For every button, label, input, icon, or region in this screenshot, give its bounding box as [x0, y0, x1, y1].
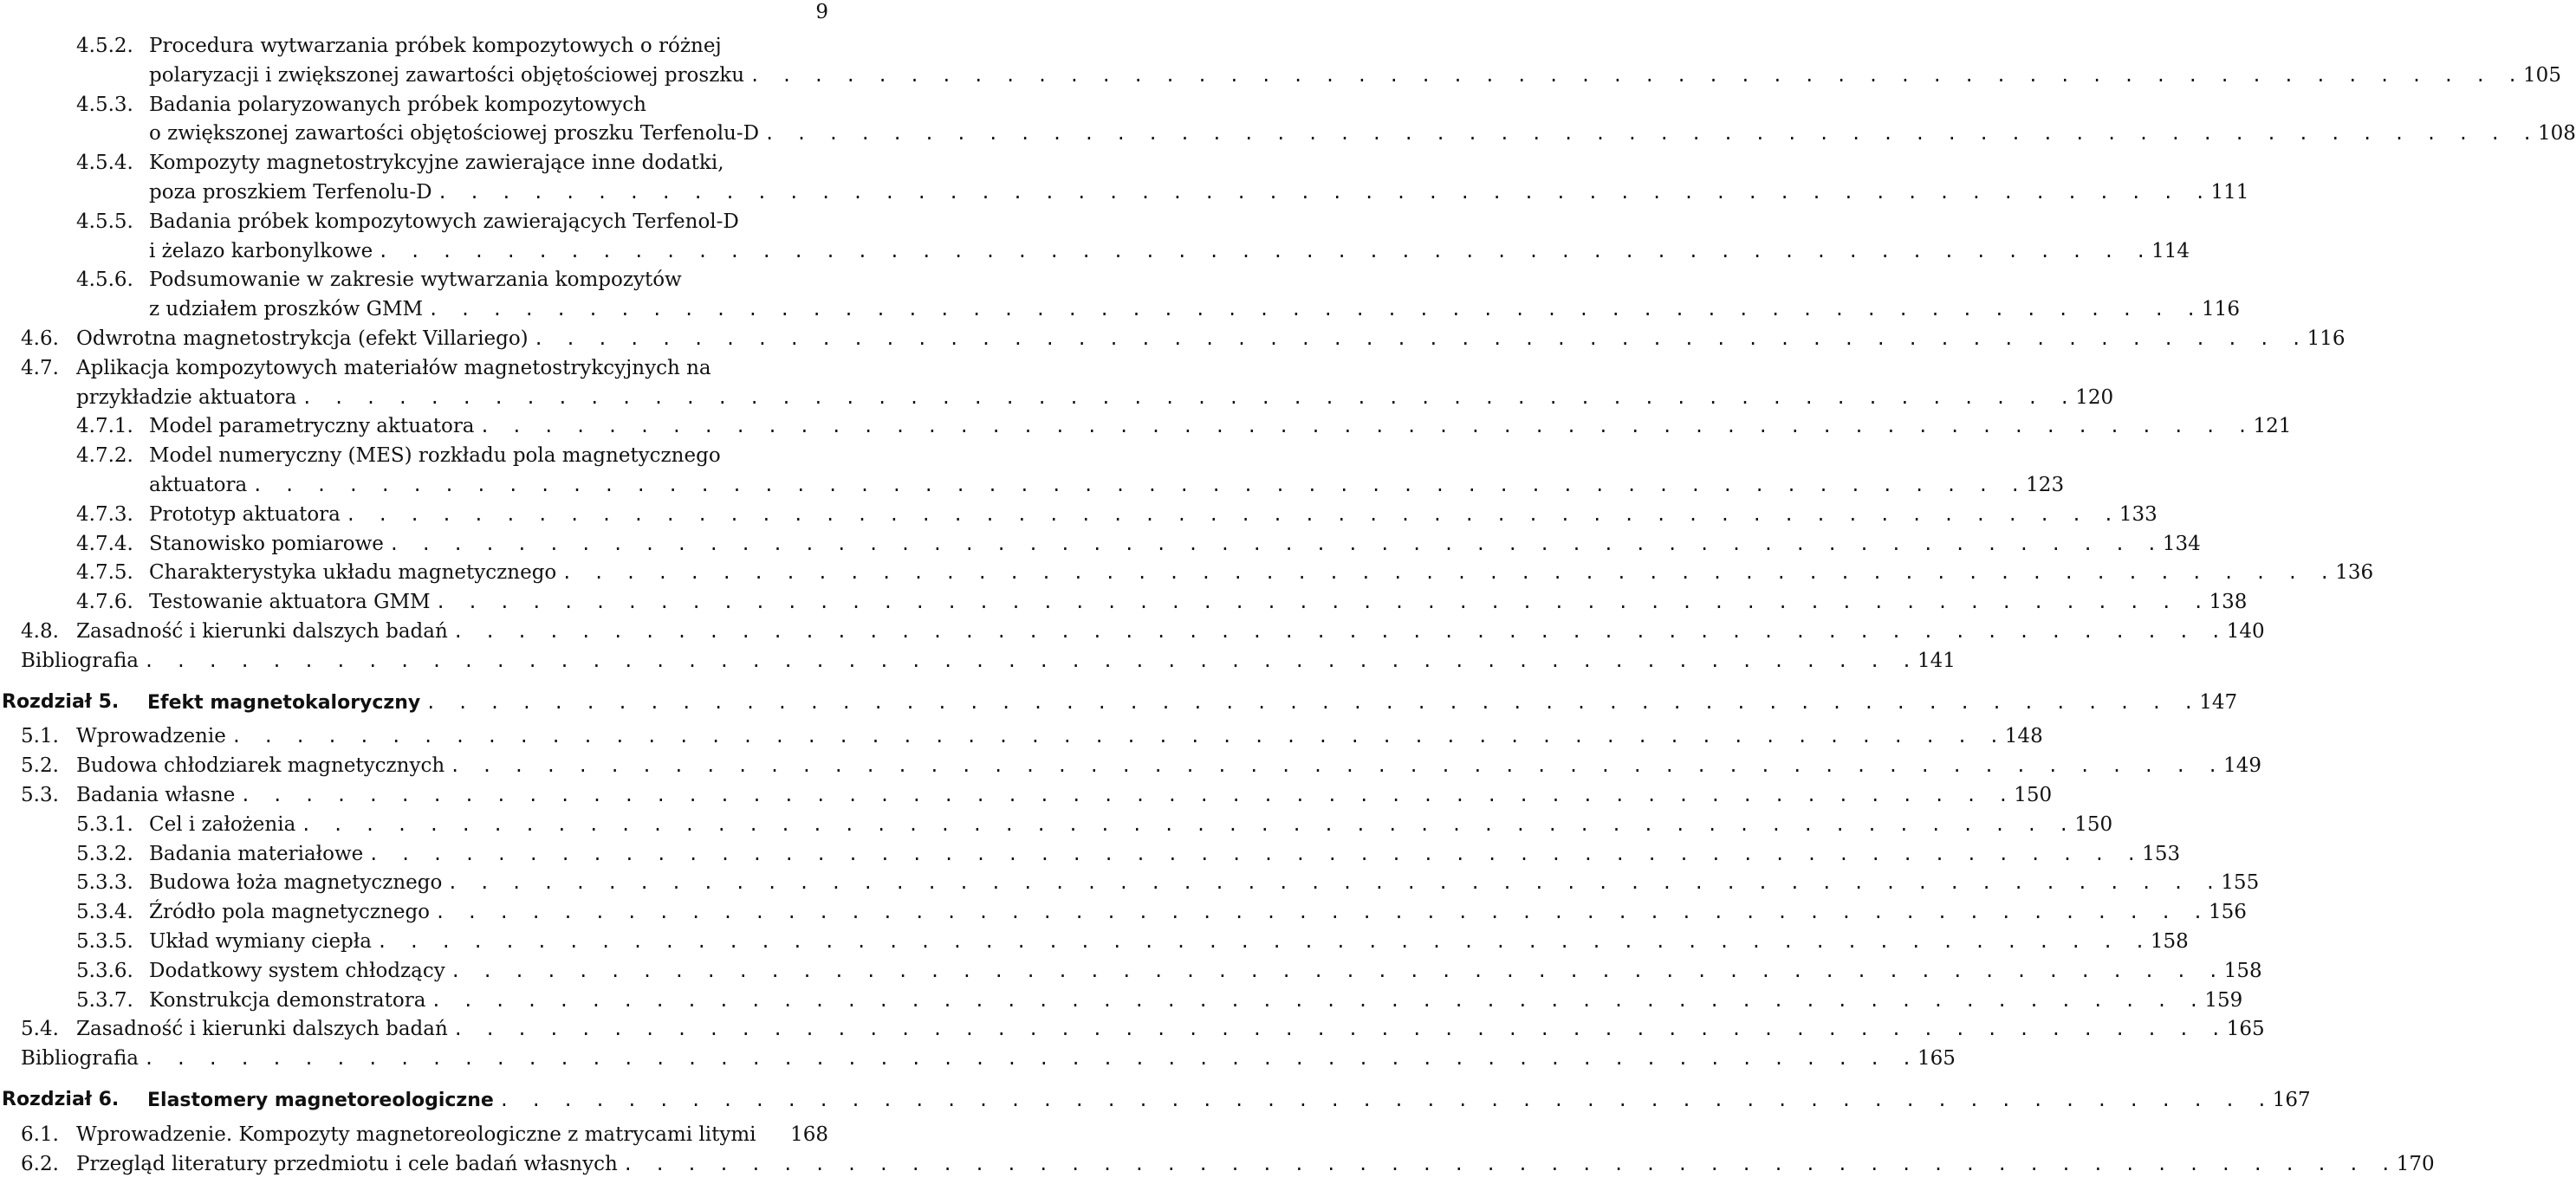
toc-entry-title: Cel i założenia [149, 812, 296, 836]
toc-entry-line [149, 122, 2576, 146]
toc-entry-number: 4.7.1. [76, 415, 133, 438]
toc-page-number: 165 [2226, 1018, 2265, 1041]
toc-page-number: 150 [2014, 784, 2053, 806]
dot-leader: . . . . . . . . . . . . . . . . . . . . . . . . . . . . . . . . . . . . . . . . . . . . . . . . . . . . . . . . [452, 621, 2227, 642]
toc-entry-line [149, 532, 2201, 555]
toc-entry-line [76, 1018, 2265, 1041]
toc-entry-title: Charakterystyka układu magnetycznego [149, 561, 557, 585]
toc-entry-title: Konstrukcja demonstratora [149, 988, 426, 1012]
toc-page-number: 140 [2226, 620, 2265, 643]
toc-entry-title: polaryzacji i zwiększonej zawartości objętościowej proszku [149, 63, 745, 87]
toc-entry-title: Efekt magnetokaloryczny [147, 691, 421, 714]
dot-leader: . . . . . . . . . . . . . . . . . . . . . . . . . . . . . . . . . . . . . . . . . . . . . . . . . . . . . . . . [230, 726, 2005, 747]
toc-page-number: 114 [2151, 239, 2190, 262]
toc-entry-line [147, 690, 2238, 714]
toc-entry-title: Procedura wytwarzania próbek kompozytowych o różnej [149, 35, 722, 57]
toc-entry-title: Stanowisko pomiarowe [149, 532, 384, 555]
toc-entry-title: poza proszkiem Terfenolu-D [149, 181, 432, 204]
toc-page-number: 108 [2538, 122, 2576, 146]
toc-entry-title: Zasadność i kierunki dalszych badań [76, 620, 448, 643]
toc-entry-title: Przegląd literatury przedmiotu i cele badań własnych [76, 1152, 618, 1175]
toc-entry-line [147, 1089, 2311, 1111]
toc-entry-number: 5.1. [21, 725, 59, 748]
toc-entry-title: Źródło pola magnetycznego [149, 901, 431, 924]
toc-entry-number: 4.5.4. [76, 152, 133, 175]
toc-entry-line [21, 649, 1956, 672]
toc-entry-line [149, 181, 2249, 204]
toc-page-number: 147 [2199, 690, 2238, 714]
toc-page-number: 165 [1917, 1047, 1956, 1071]
dot-leader: . . . . . . . . . . . . . . . . . . . . . . . . . . . . . . . . . . . . . . . . . . . . . . . . . . . . . . . . [144, 650, 1917, 671]
toc-entry-title: Model numeryczny (MES) rozkładu pola magnetycznego [149, 444, 721, 468]
toc-page-number: 167 [2272, 1089, 2311, 1111]
dot-leader: . . . . . . . . . . . . . . . . . . . . . . . . . . . . . . . . . . . . . . . . . . . . . . . . . . . . . . . . [749, 64, 2524, 86]
toc-entry-title: Badania polaryzowanych próbek kompozytowych [149, 93, 646, 116]
dot-leader: . . . . . . . . . . . . . . . . . . . . . . . . . . . . . . . . . . . . . . . . . . . . . . . . . . . . . . . . [498, 1090, 2273, 1110]
toc-entry-line [149, 502, 2157, 526]
dot-leader: . . . . . . . . . . . . . . . . . . . . . . . . . . . . . . . . . . . . . . . . . . . . . . . . . . . . . . . . [450, 755, 2224, 777]
toc-entry-line [149, 812, 2113, 836]
toc-entry-number: 4.5.6. [76, 269, 133, 292]
toc-entry-number: 5.3.7. [76, 988, 133, 1012]
toc-page-number: 155 [2221, 871, 2260, 895]
toc-entry-number: 4.7.2. [76, 444, 133, 468]
toc-page-number: 156 [2208, 901, 2247, 924]
toc-entry-number: 5.4. [21, 1018, 59, 1041]
dot-leader: . . . . . . . . . . . . . . . . . . . . . . . . . . . . . . . . . . . . . . . . . . . . . . . . . . . . . . . . [435, 592, 2209, 613]
dot-leader: . . . . . . . . . . . . . . . . . . . . . . . . . . . . . . . . . . . . . . . . . . . . . . . . . . . . . . . . [431, 989, 2205, 1011]
dot-leader: . . . . . . . . . . . . . . . . . . . . . . . . . . . . . . . . . . . . . . . . . . . . . . . . . . . . . . . . [376, 931, 2151, 952]
toc-entry-line [149, 901, 2247, 924]
dot-leader: . . . . . . . . . . . . . . . . . . . . . . . . . . . . . . . . . . . . . . . . . . . . . . . . . . . . . . . . [252, 475, 2027, 495]
toc-entry-line [76, 725, 2043, 748]
toc-entry-title: Bibliografia [21, 1047, 140, 1071]
toc-entry-title: Odwrotna magnetostrykcja (efekt Villariego) [76, 327, 529, 350]
toc-entry-title: Kompozyty magnetostrykcyjne zawierające inne dodatki, [149, 152, 724, 175]
toc-entry-line [149, 930, 2189, 953]
toc-page-number: 159 [2204, 988, 2243, 1012]
toc-entry-title: Aplikacja kompozytowych materiałów magnetostrykcyjnych na [76, 356, 711, 379]
toc-entry-line [149, 561, 2374, 585]
toc-entry-title: Testowanie aktuatora GMM [149, 591, 431, 614]
toc-entry-title: Budowa chłodziarek magnetycznych [76, 754, 445, 778]
toc-entry-title: Model parametryczny aktuatora [149, 415, 475, 438]
toc-page-number: 158 [2150, 930, 2189, 953]
toc-entry-number: 4.6. [21, 327, 59, 350]
toc-entry-line [76, 327, 2346, 350]
toc-entry-number: 4.7.6. [76, 591, 133, 614]
toc-entry-number: 5.3.6. [76, 959, 133, 982]
toc-entry-title: Badania próbek kompozytowych zawierających Terfenol-D [149, 210, 739, 233]
toc-entry-title: Elastomery magnetoreologiczne [147, 1090, 494, 1111]
toc-entry-title: Dodatkowy system chłodzący [149, 959, 445, 982]
dot-leader: . . . . . . . . . . . . . . . . . . . . . . . . . . . . . . . . . . . . . . . . . . . . . . . . . . . . . . . . [435, 902, 2209, 923]
toc-page-number: 148 [2004, 725, 2043, 748]
toc-entry-line [76, 1123, 828, 1146]
dot-leader: . . . . . . . . . . . . . . . . . . . . . . . . . . . . . . . . . . . . . . . . . . . . . . . . . . . . . . . . [378, 240, 2152, 262]
toc-page-number: 170 [2396, 1152, 2435, 1175]
toc-entry-line [149, 474, 2065, 496]
toc-page-number: 153 [2142, 842, 2181, 865]
toc-page-number: 105 [2523, 63, 2561, 87]
toc-page-number: 116 [2307, 327, 2346, 350]
toc-entry-line [149, 415, 2292, 438]
page-number: 9 [815, 1, 828, 23]
toc-entry-line [76, 620, 2265, 643]
toc-page-number: 168 [790, 1123, 828, 1146]
toc-entry-title: o zwiększonej zawartości objętościowej proszku Terfenolu-D [149, 122, 760, 146]
dot-leader: . . . . . . . . . . . . . . . . . . . . . . . . . . . . . . . . . . . . . . . . . . . . . . . . . . . . . . . . [144, 1048, 1917, 1070]
dot-leader: . . . . . . . . . . . . . . . . . . . . . . . . . . . . . . . . . . . . . . . . . . . . . . . . . . . . . . . . [388, 533, 2163, 554]
toc-entry-title: i żelazo karbonylkowe [149, 239, 373, 262]
toc-entry-number: 5.3.5. [76, 930, 133, 953]
toc-entry-line [149, 591, 2248, 614]
toc-page-number: 116 [2202, 298, 2240, 321]
dot-leader: . . . . . . . . . . . . . . . . . . . . . . . . . . . . . . . . . . . . . . . . . . . . . . . . . . . . . . . . [447, 872, 2222, 894]
toc-page-number: 150 [2074, 812, 2113, 836]
toc-entry-number: 5.3.3. [76, 871, 133, 895]
toc-page-number: 120 [2075, 385, 2114, 409]
toc-page-number: 136 [2335, 561, 2374, 585]
toc-page-number: 138 [2209, 591, 2248, 614]
dot-leader: . . . . . . . . . . . . . . . . . . . . . . . . . . . . . . . . . . . . . . . . . . . . . . . . . . . . . . . . [302, 386, 2076, 408]
toc-entry-title: aktuatora [149, 474, 248, 496]
dot-leader: . . . . . . . . . . . . . . . . . . . . . . . . . . . . . . . . . . . . . . . . . . . . . . . . . . . . . . . . [428, 299, 2203, 320]
toc-entry-title: Układ wymiany ciepła [149, 930, 372, 953]
toc-entry-number: Rozdział 5. [2, 690, 120, 713]
toc-entry-line [76, 754, 2262, 778]
toc-entry-number: 5.3. [21, 784, 59, 806]
toc-page-number: 149 [2223, 754, 2262, 778]
toc-entry-number: 4.7. [21, 356, 59, 379]
toc-entry-line [149, 988, 2243, 1012]
toc-entry-number: 5.3.1. [76, 812, 133, 836]
toc-entry-title: Wprowadzenie. Kompozyty magnetoreologiczne z matrycami litymi [76, 1123, 756, 1146]
toc-entry-title: Bibliografia [21, 649, 140, 672]
toc-entry-line [149, 959, 2262, 982]
toc-entry-title: Prototyp aktuatora [149, 502, 341, 526]
toc-entry-title: Budowa łoża magnetycznego [149, 871, 443, 895]
dot-leader: . . . . . . . . . . . . . . . . . . . . . . . . . . . . . . . . . . . . . . . . . . . . . . . . . . . . . . . . [425, 691, 2200, 713]
toc-entry-number: 5.3.2. [76, 842, 133, 865]
toc-entry-title: Badania materiałowe [149, 842, 364, 865]
toc-entry-number: 6.1. [21, 1123, 59, 1146]
toc-entry-number: 6.2. [21, 1152, 59, 1175]
toc-entry-title: Wprowadzenie [76, 725, 226, 748]
toc-entry-title: z udziałem proszków GMM [149, 298, 424, 321]
dot-leader: . . . . . . . . . . . . . . . . . . . . . . . . . . . . . . . . . . . . . . . . . . . . . . . . . . . . . . . . [240, 785, 2015, 806]
toc-page-number: 121 [2253, 415, 2292, 438]
dot-leader: . . . . . . . . . . . . . . . . . . . . . . . . . . . . . . . . . . . . . . . . . . . . . . . . . . . . . . . . [561, 562, 2336, 584]
toc-entry-line [149, 298, 2240, 321]
dot-leader: . . . . . . . . . . . . . . . . . . . . . . . . . . . . . . . . . . . . . . . . . . . . . . . . . . . . . . . . [764, 123, 2539, 145]
toc-entry-line [21, 1047, 1956, 1071]
dot-leader: . . . . . . . . . . . . . . . . . . . . . . . . . . . . . . . . . . . . . . . . . . . . . . . . . . . . . . . . [452, 1019, 2227, 1040]
dot-leader: . . . . . . . . . . . . . . . . . . . . . . . . . . . . . . . . . . . . . . . . . . . . . . . . . . . . . . . . [437, 182, 2211, 203]
dot-leader: . . . . . . . . . . . . . . . . . . . . . . . . . . . . . . . . . . . . . . . . . . . . . . . . . . . . . . . . [368, 843, 2143, 864]
toc-entry-number: 4.5.5. [76, 210, 133, 233]
toc-page-number: 133 [2119, 502, 2157, 526]
toc-entry-line [149, 871, 2260, 895]
dot-leader: . . . . . . . . . . . . . . . . . . . . . . . . . . . . . . . . . . . . . . . . . . . . . . . . . . . . . . . . [301, 813, 2075, 835]
toc-entry-number: Rozdział 6. [2, 1089, 120, 1110]
toc-entry-number: 4.8. [21, 620, 59, 643]
toc-entry-title: Podsumowanie w zakresie wytwarzania kompozytów [149, 269, 682, 292]
toc-entry-title: Badania własne [76, 784, 236, 806]
toc-entry-line [76, 385, 2114, 409]
dot-leader: . . . . . . . . . . . . . . . . . . . . . . . . . . . . . . . . . . . . . . . . . . . . . . . . . . . . . . . . [479, 416, 2254, 437]
toc-page-number: 111 [2210, 181, 2249, 204]
toc-page-number: 141 [1917, 649, 1956, 672]
toc-entry-line [149, 842, 2181, 865]
dot-leader: . . . . . . . . . . . . . . . . . . . . . . . . . . . . . . . . . . . . . . . . . . . . . . . . . . . . . . . . [622, 1153, 2397, 1174]
toc-entry-number: 4.7.5. [76, 561, 133, 585]
toc-page-number: 134 [2162, 532, 2201, 555]
toc-entry-line [76, 1152, 2435, 1175]
toc-page-number: 123 [2026, 474, 2065, 496]
toc-entry-line [149, 239, 2190, 262]
toc-page-number: 158 [2223, 959, 2262, 982]
dot-leader: . . . . . . . . . . . . . . . . . . . . . . . . . . . . . . . . . . . . . . . . . . . . . . . . . . . . . . . . [345, 503, 2119, 525]
dot-leader: . . . . . . . . . . . . . . . . . . . . . . . . . . . . . . . . . . . . . . . . . . . . . . . . . . . . . . . . [450, 960, 2224, 981]
toc-entry-number: 5.3.4. [76, 901, 133, 924]
toc-entry-title: Zasadność i kierunki dalszych badań [76, 1018, 448, 1041]
toc-entry-number: 4.7.4. [76, 532, 133, 555]
toc-entry-number: 4.5.2. [76, 35, 133, 57]
toc-entry-number: 4.5.3. [76, 93, 133, 116]
toc-entry-line [149, 63, 2561, 87]
toc-entry-number: 4.7.3. [76, 502, 133, 526]
toc-entry-number: 5.2. [21, 754, 59, 778]
toc-entry-line [76, 784, 2053, 806]
toc-entry-title: przykładzie aktuatora [76, 385, 297, 409]
dot-leader: . . . . . . . . . . . . . . . . . . . . . . . . . . . . . . . . . . . . . . . . . . . . . . . . . . . . . . . . [533, 328, 2307, 349]
